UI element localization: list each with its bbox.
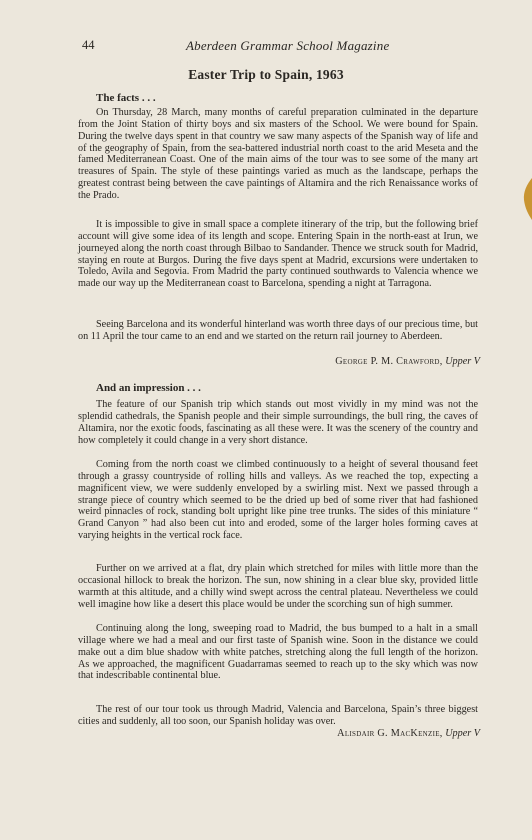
page-number: 44: [82, 38, 95, 52]
author-form: Upper V: [445, 728, 480, 739]
section-heading-impression: And an impression . . .: [96, 382, 201, 394]
author-signature: [335, 356, 480, 367]
paragraph: The feature of our Spanish trip which stands out most vividly in my mind was not the splendid cathedrals, the Spanish people and their simple surroundings, the bull ring, the caves of Altamira, nor the exotic foods, fascinating as all these were. It was the scenery of the country and how completely it could change in a very short distance.: [78, 399, 478, 446]
author-form: Upper V: [445, 356, 480, 367]
paragraph: The rest of our tour took us through Madrid, Valencia and Barcelona, Spain’s three biggest cities and suddenly, all too soon, our Spanish holiday was over.: [78, 704, 478, 727]
paragraph: Seeing Barcelona and its wonderful hinterland was worth three days of our precious time, but on 11 April the tour came to an end and we started on the return rail journey to Aberdeen.: [78, 319, 478, 342]
paragraph: Further on we arrived at a flat, dry plain which stretched for miles with little more than the occasional hillock to break the horizon. The sun, now shining in a clear blue sky, provided little warmth at this altitude, and a chilly wind swept across the central plateau. Nevertheless we could well imagine how like a desert this place would be under the scorching sun of high summer.: [78, 563, 478, 610]
page-edge-mark: [520, 178, 532, 220]
author-name: George P. M. Crawford,: [335, 356, 443, 367]
section-heading-facts: The facts . . .: [96, 92, 156, 104]
author-name: Alisdair G. MacKenzie,: [337, 728, 443, 739]
paragraph: Continuing along the long, sweeping road to Madrid, the bus bumped to a halt in a small village where we had a meal and our first taste of Spanish wine. Soon in the distance we could make out a dim blue shadow with white patches, stretching along the full length of the horizon. As we approached, the magnificent Guadarramas seemed to reach up to the sky which was now that indescribable continental blue.: [78, 623, 478, 682]
running-head: [82, 38, 462, 54]
paragraph: On Thursday, 28 March, many months of careful preparation culminated in the departure from the Joint Station of thirty boys and six masters of the School. We were bound for Spain. During the twelve days spent in that country we saw many aspects of the Spanish way of life and of the geography of Spain, from the sea-battered industrial north coast to the arid Meseta and the famed Mediterranean Coast. One of the main aims of the tour was to see some of the many art treasures of Spain. The style of these paintings varied as much as the landscape, perhaps the greatest contrast being between the cave paintings of Altamira and the rich Renaissance works of the Prado.: [78, 107, 478, 201]
article-title: Easter Trip to Spain, 1963: [188, 67, 344, 82]
journal-title: Aberdeen Grammar School Magazine: [186, 38, 390, 53]
paragraph: It is impossible to give in small space a complete itinerary of the trip, but the following brief account will give some idea of its length and scope. Entering Spain in the north-east at Irun, we journeyed along the north coast through Bilbao to Sandander. Thence we struck south for Madrid, staying en route at Burgos. During the five days spent at Madrid, excursions were undertaken to Toledo, Avila and Segovia. From Madrid the party continued southwards to Valencia whence we made our way up the Mediterranean coast to Barcelona, spending a night at Tarragona.: [78, 219, 478, 290]
author-signature: [337, 728, 480, 739]
paragraph: Coming from the north coast we climbed continuously to a height of several thousand feet through a grassy countryside of rolling hills and valleys. As we reached the top, expecting a magnificent view, we were suddenly enveloped by a swirling mist. Next we passed through a strange piece of country which seemed to be the dried up bed of some river that had fashioned weird pinnacles of rock, standing bolt upright like pine tree trunks. The sides of this miniature “ Grand Canyon ” had also been cut into and eroded, some of the larger holes forming caves at varying heights in the vertical rock face.: [78, 459, 478, 542]
